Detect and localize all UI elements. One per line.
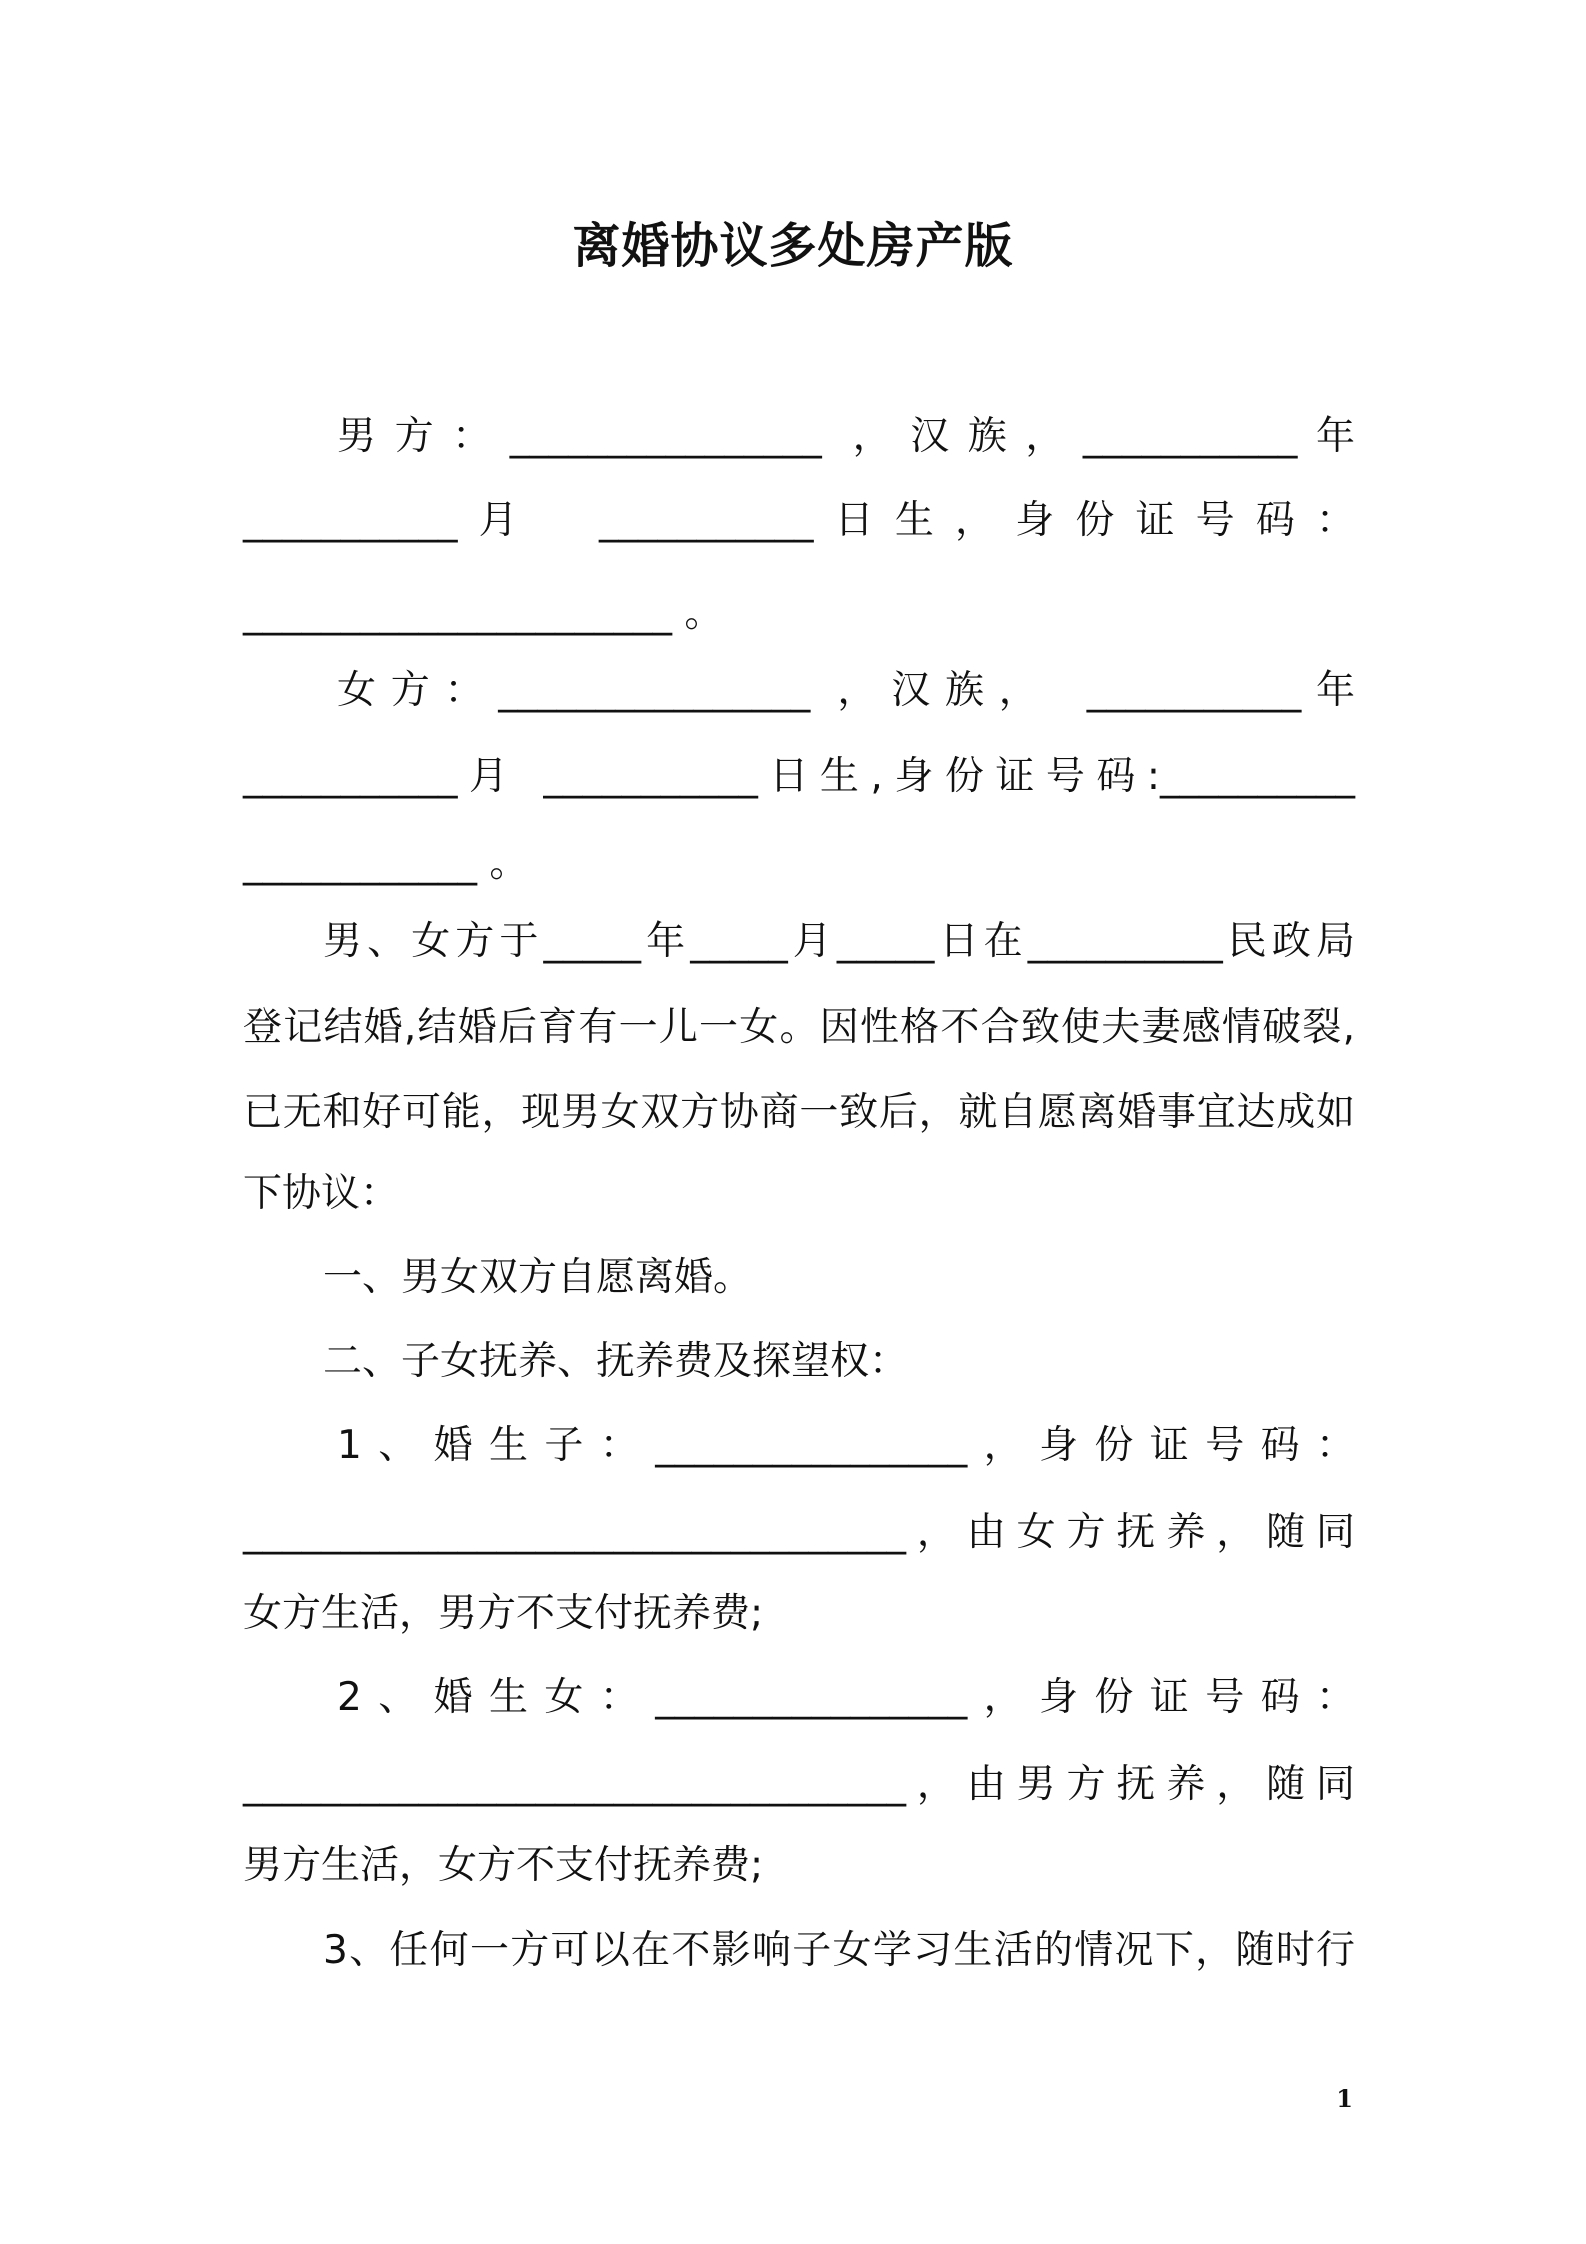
clause-one: 一、男女双方自愿离婚。: [323, 1255, 753, 1300]
paragraph-line: 男方生活，女方不支付抚养费;: [243, 1843, 764, 1888]
paragraph-line: ______________________ 。: [243, 591, 724, 636]
paragraph-line: __________________________________，由女方抚养，随同: [243, 1510, 1355, 1555]
paragraph-line-female-party: 女方：________________ ，汉族， ___________年: [337, 668, 1355, 713]
paragraph-line: 下协议：: [243, 1171, 400, 1216]
clause-two-item-3: 3、任何一方可以在不影响子女学习生活的情况下，随时行: [323, 1928, 1355, 1973]
clause-two-heading: 二、子女抚养、抚养费及探望权：: [323, 1339, 909, 1384]
paragraph-line: __________________________________，由男方抚养，随同: [243, 1762, 1355, 1807]
paragraph-line: ___________月 ___________日生,身份证号码:__________: [243, 754, 1355, 799]
paragraph-line: ____________ 。: [243, 841, 529, 886]
paragraph-line-male-party: 男方：________________ ，汉族，___________年: [337, 414, 1355, 459]
paragraph-line: ___________月 ___________日生，身份证号码：: [243, 498, 1355, 543]
clause-two-item-1: 1、婚生子：________________，身份证号码：: [337, 1423, 1355, 1468]
paragraph-line: 登记结婚,结婚后育有一儿一女。因性格不合致使夫妻感情破裂,: [243, 1005, 1355, 1050]
paragraph-line: 已无和好可能，现男女双方协商一致后，就自愿离婚事宜达成如: [243, 1090, 1355, 1135]
page-number: 1: [1336, 2084, 1353, 2113]
clause-two-item-2: 2、婚生女：________________，身份证号码：: [337, 1675, 1355, 1720]
paragraph-line-marriage: 男、女方于_____年_____月_____日在__________民政局: [323, 919, 1355, 964]
paragraph-line: 女方生活，男方不支付抚养费;: [243, 1591, 764, 1636]
document-title: 离婚协议多处房产版: [572, 218, 1014, 274]
